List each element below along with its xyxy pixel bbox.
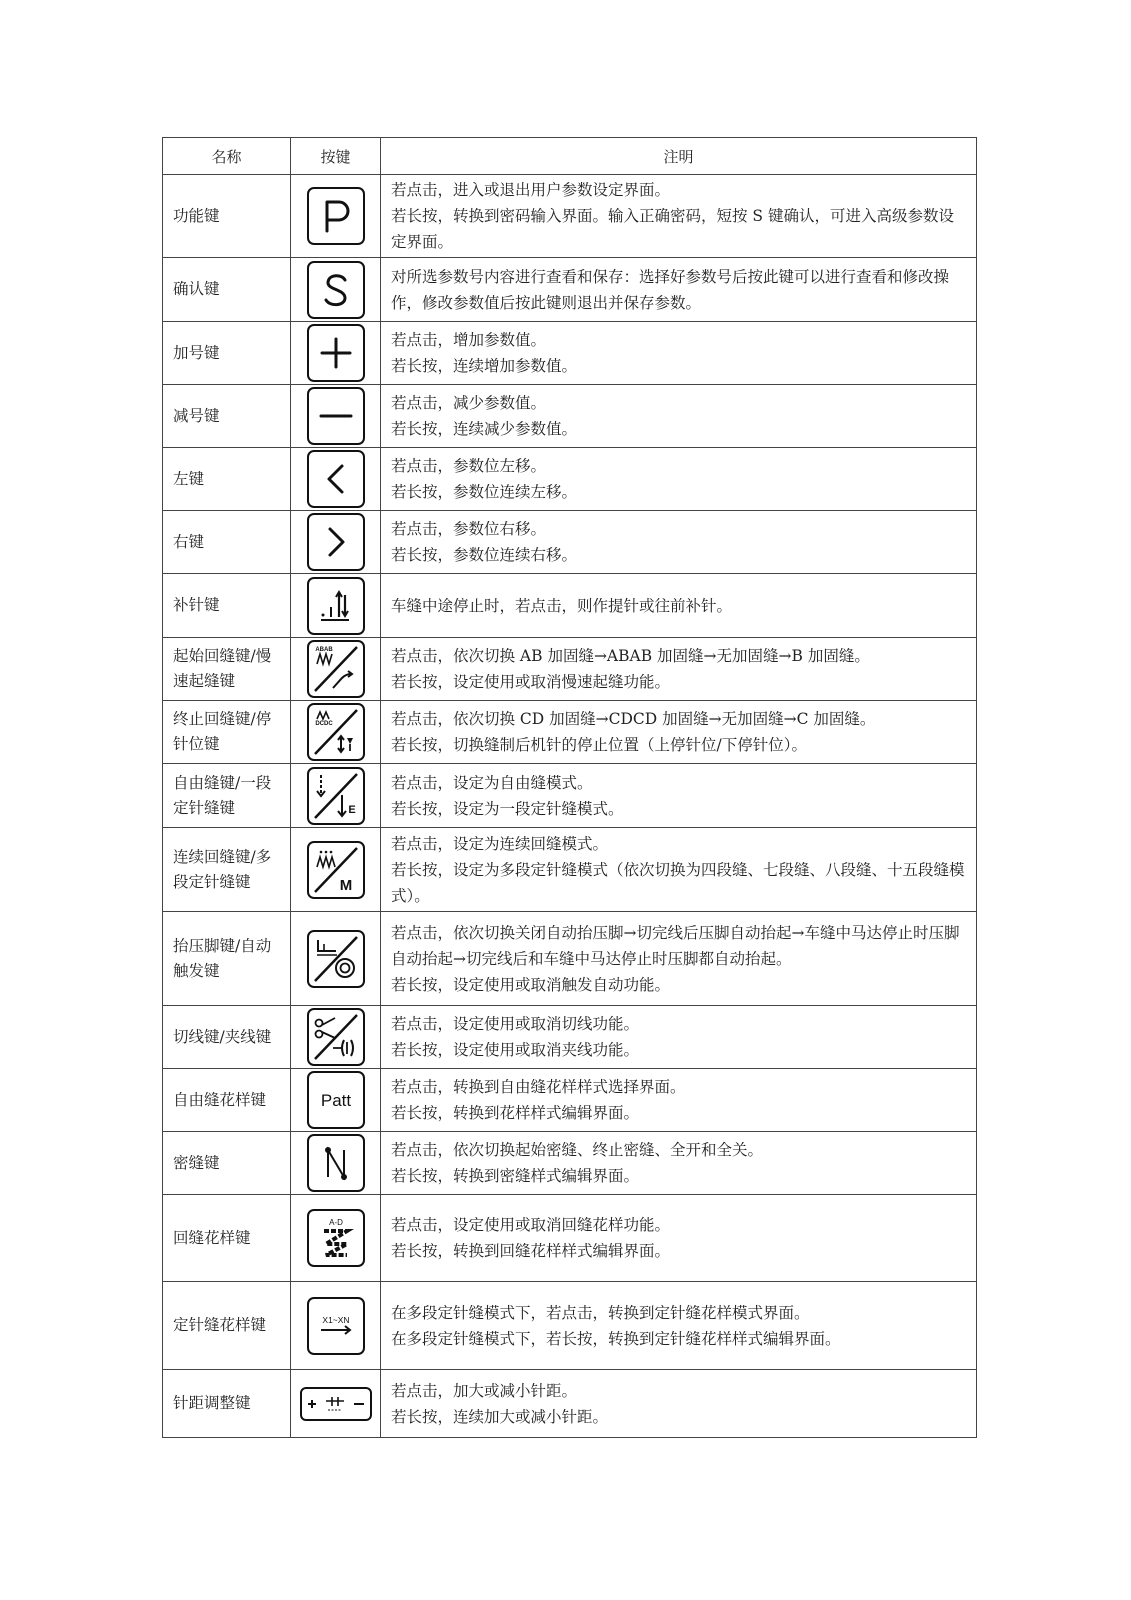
- table-row: [163, 701, 977, 764]
- header-name: 名称: [163, 138, 291, 175]
- key-name: 连续回缝键/多段定针缝键: [163, 828, 291, 912]
- table-row: [163, 1370, 977, 1438]
- table-row: [163, 511, 977, 574]
- description-line: 若点击，依次切换 AB 加固缝→ABAB 加固缝→无加固缝→B 加固缝。: [391, 647, 870, 665]
- key-cell: [291, 638, 381, 701]
- backtack-pattern-icon: [307, 1209, 365, 1267]
- description-line: 若长按，切换缝制后机针的停止位置（上停针位/下停针位）。: [391, 736, 807, 754]
- key-description: [381, 828, 977, 912]
- table-row: [163, 1282, 977, 1370]
- description-line: 若点击，依次切换 CD 加固缝→CDCD 加固缝→无加固缝→C 加固缝。: [391, 710, 876, 728]
- description-line: 若长按，转换到花样样式编辑界面。: [391, 1104, 640, 1122]
- key-name: 自由缝花样键: [163, 1069, 291, 1132]
- icon-text: A-D: [328, 1218, 343, 1227]
- table-row: [163, 1006, 977, 1069]
- description-line: 若长按，设定使用或取消夹线功能。: [391, 1041, 640, 1059]
- key-description: [381, 448, 977, 511]
- description-line: 若长按，设定为一段定针缝模式。: [391, 799, 624, 818]
- stitch-length-icon: [300, 1387, 372, 1421]
- key-description: [381, 1195, 977, 1282]
- key-description: [381, 322, 977, 385]
- patt-key-icon: [307, 1071, 365, 1129]
- description-line: 若点击，减少参数值。: [391, 394, 547, 412]
- presser-foot-icon: [307, 930, 365, 988]
- icon-text: ABAB: [314, 647, 333, 653]
- description-line: 若长按，设定使用或取消触发自动功能。: [391, 975, 671, 994]
- key-description: [381, 258, 977, 322]
- key-name: 针距调整键: [163, 1370, 291, 1438]
- table-row: [163, 322, 977, 385]
- key-name: 定针缝花样键: [163, 1282, 291, 1370]
- description-line: 若点击，设定为自由缝模式。: [391, 773, 593, 792]
- description-line: 若点击，依次切换起始密缝、终止密缝、全开和全关。: [391, 1141, 764, 1159]
- header-note: 注明: [381, 138, 977, 175]
- key-description: [381, 1370, 977, 1438]
- key-description: [381, 701, 977, 764]
- key-cell: [291, 701, 381, 764]
- end-backtack-icon: [307, 703, 365, 761]
- key-description: [381, 1132, 977, 1195]
- icon-text: M: [339, 876, 352, 894]
- key-name: 密缝键: [163, 1132, 291, 1195]
- description-line: 若长按，参数位连续左移。: [391, 483, 578, 501]
- key-name: 起始回缝键/慢速起缝键: [163, 638, 291, 701]
- description-line: 若长按，连续增加参数值。: [391, 357, 578, 375]
- key-cell: [291, 828, 381, 912]
- key-name: 回缝花样键: [163, 1195, 291, 1282]
- key-name: 功能键: [163, 175, 291, 258]
- s-key-icon: [307, 261, 365, 319]
- description-line: 若长按，设定为多段定针缝模式（依次切换为四段缝、七段缝、八段缝、十五段缝模式）。: [391, 860, 965, 905]
- description-line: 若点击，转换到自由缝花样样式选择界面。: [391, 1078, 686, 1096]
- description-line: 若点击，参数位右移。: [391, 520, 547, 538]
- fixed-stitch-pattern-icon: [307, 1297, 365, 1355]
- table-row: [163, 764, 977, 828]
- description-line: 若点击，依次切换关闭自动抬压脚→切完线后压脚自动抬起→车缝中马达停止时压脚自动抬起→切完线后和车缝中马达停止时压脚都自动抬起。: [391, 923, 960, 968]
- description-line: 若长按，转换到回缝花样样式编辑界面。: [391, 1242, 671, 1260]
- table-row: [163, 828, 977, 912]
- table-row: [163, 385, 977, 448]
- key-cell: [291, 1370, 381, 1438]
- description-line: 若长按，设定使用或取消慢速起缝功能。: [391, 673, 671, 691]
- key-description: [381, 1069, 977, 1132]
- description-line: 若点击，进入或退出用户参数设定界面。: [391, 181, 671, 199]
- description-line: 若点击，增加参数值。: [391, 331, 547, 349]
- key-cell: [291, 448, 381, 511]
- table-row: [163, 258, 977, 322]
- description-line: 若长按，转换到密缝样式编辑界面。: [391, 1167, 640, 1185]
- chevron-left-icon: [307, 450, 365, 508]
- condensed-stitch-icon: [307, 1134, 365, 1192]
- key-name: 终止回缝键/停针位键: [163, 701, 291, 764]
- description-line: 在多段定针缝模式下，若长按，转换到定针缝花样样式编辑界面。: [391, 1329, 841, 1348]
- icon-text: Patt: [320, 1091, 351, 1110]
- table-row: [163, 912, 977, 1006]
- table-row: [163, 638, 977, 701]
- description-line: 若点击，加大或减小针距。: [391, 1381, 578, 1400]
- description-line: 在多段定针缝模式下，若点击，转换到定针缝花样模式界面。: [391, 1303, 810, 1322]
- minus-icon: [307, 387, 365, 445]
- key-name: 抬压脚键/自动触发键: [163, 912, 291, 1006]
- thread-trim-icon: [307, 1008, 365, 1066]
- key-cell: [291, 1195, 381, 1282]
- key-cell: [291, 1282, 381, 1370]
- key-description: [381, 175, 977, 258]
- continuous-backtack-icon: [307, 841, 365, 899]
- table-row: [163, 448, 977, 511]
- key-description: [381, 1006, 977, 1069]
- key-name: 加号键: [163, 322, 291, 385]
- key-cell: [291, 1132, 381, 1195]
- key-cell: [291, 322, 381, 385]
- key-cell: [291, 764, 381, 828]
- table-row: [163, 1069, 977, 1132]
- start-backtack-icon: [307, 640, 365, 698]
- key-cell: [291, 574, 381, 638]
- table-row: [163, 175, 977, 258]
- key-description: [381, 764, 977, 828]
- key-cell: [291, 385, 381, 448]
- key-name: 切线键/夹线键: [163, 1006, 291, 1069]
- description-line: 若长按，连续加大或减小针距。: [391, 1407, 609, 1426]
- key-name: 补针键: [163, 574, 291, 638]
- description-line: 若点击，设定为连续回缝模式。: [391, 834, 609, 853]
- icon-text: E: [347, 803, 356, 816]
- plus-icon: [307, 324, 365, 382]
- description-line: 对所选参数号内容进行查看和保存：选择好参数号后按此键可以进行查看和修改操作，修改参数值后按此键则退出并保存参数。: [391, 267, 950, 312]
- p-key-icon: [307, 187, 365, 245]
- icon-text: X1~XN: [321, 1314, 350, 1325]
- key-name: 自由缝键/一段定针缝键: [163, 764, 291, 828]
- key-name: 左键: [163, 448, 291, 511]
- key-function-table: [162, 137, 977, 1438]
- key-cell: [291, 511, 381, 574]
- description-line: 车缝中途停止时，若点击，则作提针或往前补针。: [391, 596, 733, 615]
- description-line: 若点击，设定使用或取消切线功能。: [391, 1015, 640, 1033]
- header-key: 按键: [291, 138, 381, 175]
- key-description: [381, 638, 977, 701]
- key-cell: [291, 1069, 381, 1132]
- key-description: [381, 385, 977, 448]
- key-name: 确认键: [163, 258, 291, 322]
- table-row: [163, 1195, 977, 1282]
- key-cell: [291, 175, 381, 258]
- key-cell: [291, 1006, 381, 1069]
- key-cell: [291, 912, 381, 1006]
- description-line: 若长按，转换到密码输入界面。输入正确密码，短按 S 键确认，可进入高级参数设定界面。: [391, 207, 954, 251]
- key-description: [381, 574, 977, 638]
- key-name: 减号键: [163, 385, 291, 448]
- description-line: 若点击，参数位左移。: [391, 457, 547, 475]
- description-line: 若长按，参数位连续右移。: [391, 546, 578, 564]
- description-line: 若点击，设定使用或取消回缝花样功能。: [391, 1216, 671, 1234]
- table-row: [163, 574, 977, 638]
- key-description: [381, 912, 977, 1006]
- icon-text: DCDC: [314, 721, 333, 727]
- needle-compensation-icon: [307, 577, 365, 635]
- description-line: 若长按，连续减少参数值。: [391, 420, 578, 438]
- chevron-right-icon: [307, 513, 365, 571]
- key-cell: [291, 258, 381, 322]
- key-description: [381, 511, 977, 574]
- key-name: 右键: [163, 511, 291, 574]
- table-header-row: [163, 138, 977, 175]
- key-description: [381, 1282, 977, 1370]
- free-sewing-icon: [307, 767, 365, 825]
- table-row: [163, 1132, 977, 1195]
